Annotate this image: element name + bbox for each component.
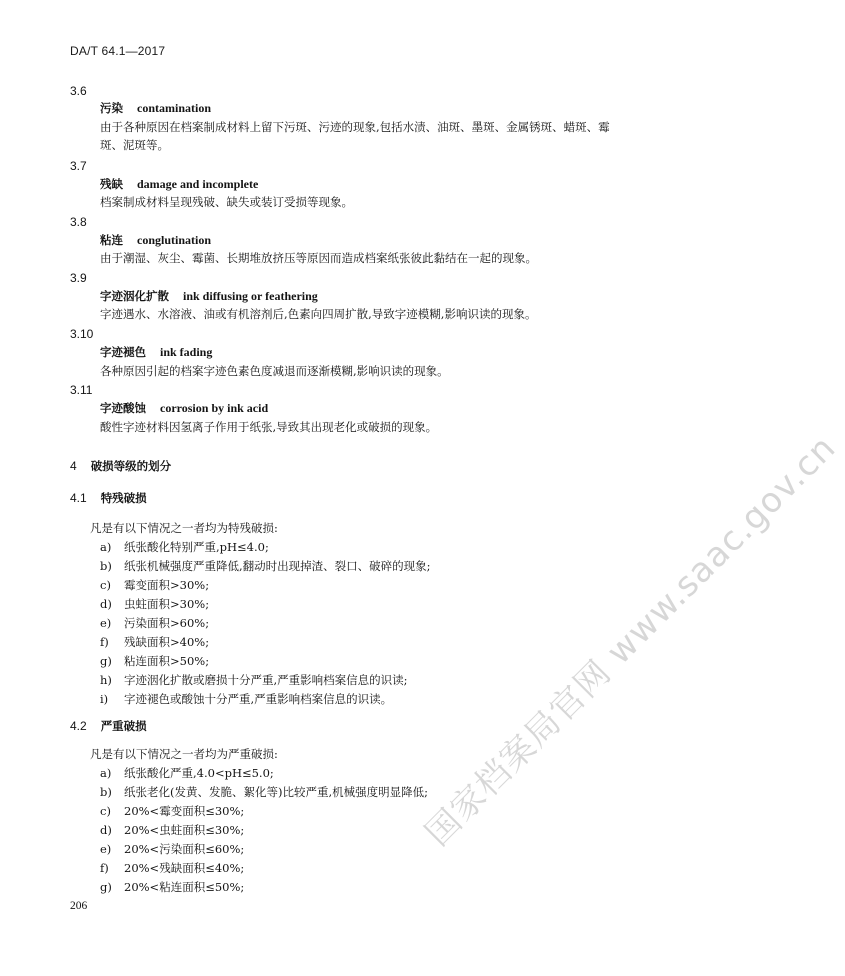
term-en: damage and incomplete [137,177,259,191]
list-intro: 凡是有以下情况之一者均为特残破损: [90,521,278,535]
term-heading [100,233,211,247]
list-item-text: 粘连面积>50%; [124,654,210,668]
term-definition: 档案制成材料呈现残破、缺失或装订受损等现象。 [100,195,353,209]
section-number: 4 [70,459,77,473]
list-item [100,578,209,592]
term-zh: 字迹褪色 [100,345,146,359]
term-definition: 各种原因引起的档案字迹色素色度减退而逐渐模糊,影响识读的现象。 [100,364,449,378]
list-item-label: a) [100,540,112,554]
list-item-text: 字迹洇化扩散或磨损十分严重,严重影响档案信息的识读; [124,673,408,687]
term-heading [100,289,318,303]
list-item-text: 20%<污染面积≤60%; [124,842,245,856]
list-item-label: b) [100,785,112,799]
term-definition: 斑、泥斑等。 [100,138,169,152]
list-item [100,880,244,894]
term-number: 3.8 [70,215,87,229]
list-item-text: 20%<残缺面积≤40%; [124,861,245,875]
list-item [100,804,244,818]
term-number: 3.10 [70,327,94,341]
list-item [100,597,209,611]
list-item [100,616,209,630]
term-definition: 酸性字迹材料因氢离子作用于纸张,导致其出现老化或破损的现象。 [100,420,438,434]
term-zh: 字迹酸蚀 [100,401,146,415]
list-item [100,635,209,649]
list-item [100,654,209,668]
term-heading [100,345,212,359]
watermark: 国家档案局官网 www.saac.gov.cn [417,427,844,854]
list-item [100,540,269,554]
list-item-label: a) [100,766,112,780]
list-item [100,842,244,856]
subsection-heading [70,491,147,505]
section-title: 破损等级的划分 [90,459,172,473]
term-heading [100,401,268,415]
term-heading [100,101,211,115]
term-number: 3.9 [70,271,87,285]
list-item-text: 残缺面积>40%; [124,635,210,649]
term-en: conglutination [137,233,212,247]
list-item-label: g) [100,880,112,894]
page-number: 206 [70,900,88,912]
list-item-label: d) [100,597,112,611]
subsection-number: 4.1 [70,491,87,505]
subsection-title: 特残破损 [100,491,147,505]
subsection-number: 4.2 [70,719,87,733]
list-item-label: c) [100,804,111,818]
term-zh: 残缺 [100,177,123,191]
list-item-text: 20%<粘连面积≤50%; [124,880,245,894]
list-item [100,559,431,573]
term-definition: 由于潮湿、灰尘、霉菌、长期堆放挤压等原因而造成档案纸张彼此黏结在一起的现象。 [100,251,537,265]
term-en: corrosion by ink acid [160,401,269,415]
list-item-label: h) [100,673,112,687]
term-number: 3.7 [70,159,87,173]
term-en: contamination [137,101,212,115]
list-item-text: 纸张酸化特别严重,pH≤4.0; [124,540,269,554]
list-item [100,673,408,687]
section-heading [70,459,171,473]
term-heading [100,177,258,191]
list-item-label: e) [100,616,112,630]
list-item-text: 霉变面积>30%; [124,578,210,592]
list-item-text: 纸张老化(发黄、发脆、絮化等)比较严重,机械强度明显降低; [124,785,429,799]
list-item [100,692,392,706]
list-item-label: f) [100,861,109,875]
term-zh: 字迹洇化扩散 [100,289,169,303]
list-item-label: b) [100,559,112,573]
term-zh: 污染 [100,101,123,115]
list-item [100,861,244,875]
list-item [100,785,428,799]
term-number: 3.6 [70,84,87,98]
list-item-text: 纸张机械强度严重降低,翻动时出现掉渣、裂口、破碎的现象; [124,559,431,573]
list-item-label: d) [100,823,112,837]
list-item-text: 20%<霉变面积≤30%; [124,804,245,818]
term-definition: 字迹遇水、水溶液、油或有机溶剂后,色素向四周扩散,导致字迹模糊,影响识读的现象。 [100,307,537,321]
subsection-title: 严重破损 [100,719,147,733]
subsection-heading [70,719,147,733]
list-item-label: g) [100,654,112,668]
list-intro: 凡是有以下情况之一者均为严重破损: [90,747,278,761]
list-item-text: 污染面积>60%; [124,616,210,630]
term-definition: 由于各种原因在档案制成材料上留下污斑、污迹的现象,包括水渍、油斑、墨斑、金属锈斑、蜡斑、霉 [100,120,610,134]
term-en: ink fading [160,345,213,359]
term-number: 3.11 [70,383,93,397]
list-item-text: 纸张酸化严重,4.0<pH≤5.0; [124,766,274,780]
document-header-id: DA/T 64.1—2017 [70,44,166,58]
list-item [100,823,244,837]
list-item-label: f) [100,635,109,649]
list-item-text: 虫蛀面积>30%; [124,597,210,611]
term-zh: 粘连 [100,233,123,247]
list-item-label: i) [100,692,109,706]
list-item-text: 20%<虫蛀面积≤30%; [124,823,245,837]
list-item-label: c) [100,578,111,592]
term-en: ink diffusing or feathering [183,289,318,303]
list-item-label: e) [100,842,112,856]
list-item-text: 字迹褪色或酸蚀十分严重,严重影响档案信息的识读。 [124,692,393,706]
list-item [100,766,274,780]
